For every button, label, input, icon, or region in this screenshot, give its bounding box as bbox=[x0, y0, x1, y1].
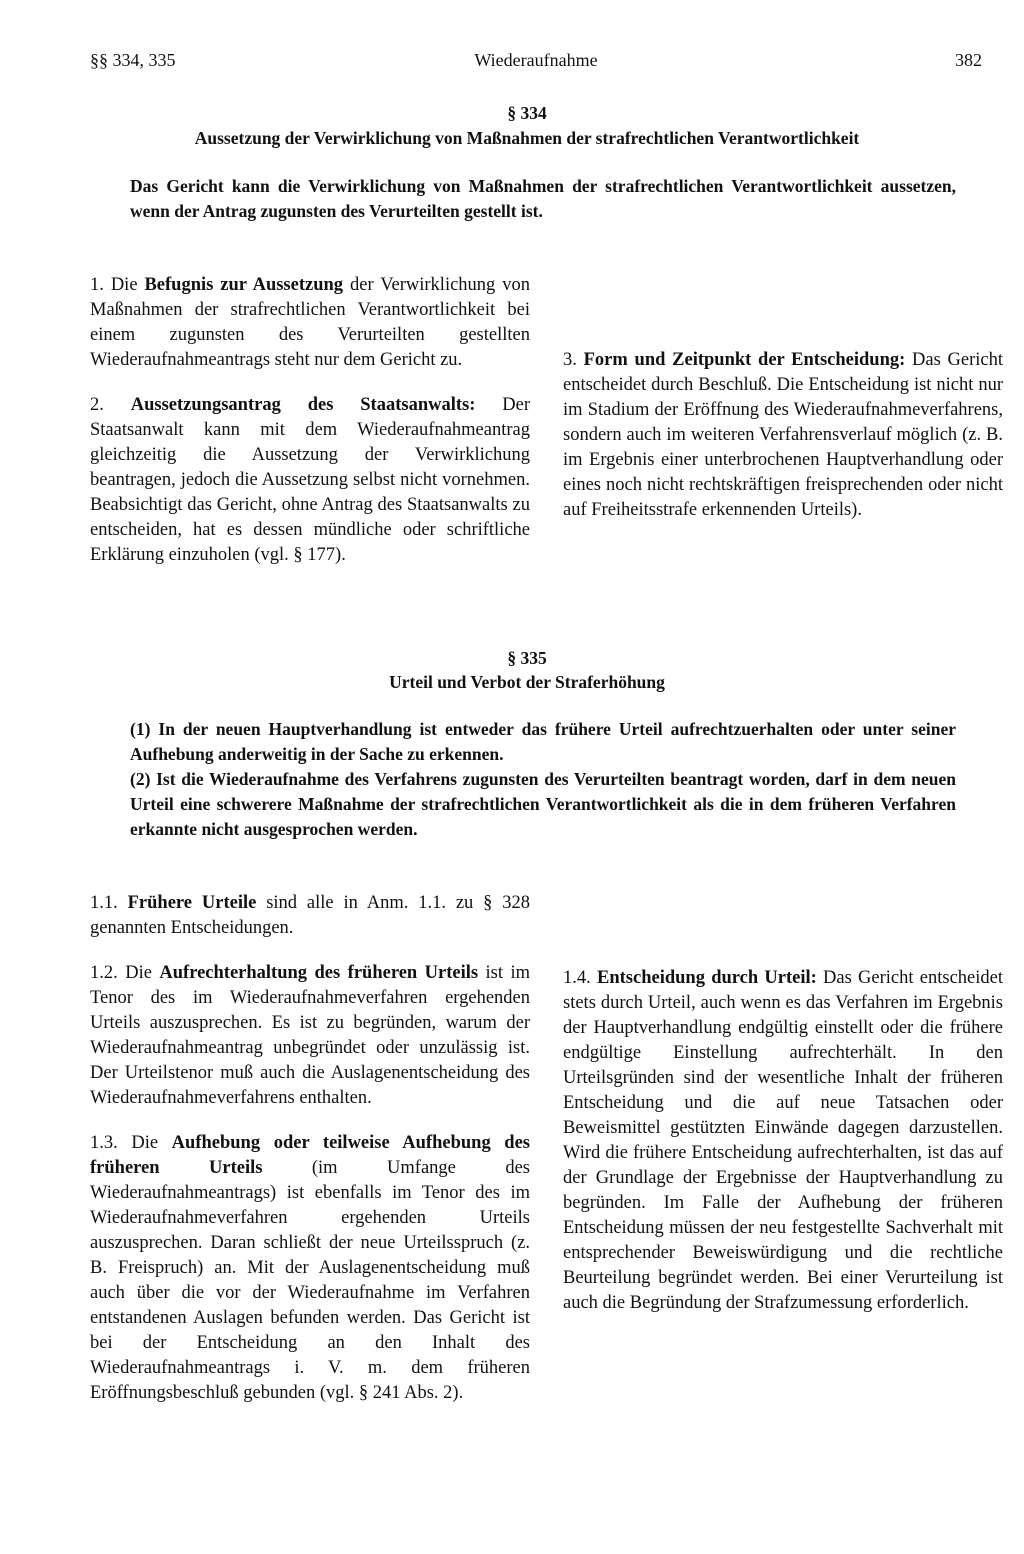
statute-paragraph-1: (1) In der neuen Hauptverhandlung ist entweder das frühere Urteil aufrechtzuerhalten oder unter seiner Aufhebung anderweitig in der Sache zu erkennen. bbox=[130, 719, 956, 764]
note-keyword: Befugnis zur Aussetzung bbox=[144, 275, 344, 295]
statute-text: Das Gericht kann die Verwirklichung von Maßnahmen der strafrechtlichen Verantwortlichkeit aussetzen, wenn der Antrag zugunsten des Verurteilten gestellt ist. bbox=[130, 176, 956, 221]
note-keyword: Aussetzungsantrag des Staatsanwalts: bbox=[130, 395, 476, 415]
section-335-statute bbox=[130, 717, 956, 842]
section-335-number: § 335 bbox=[507, 648, 547, 668]
section-334-number: § 334 bbox=[507, 103, 547, 123]
note-paragraph: 1.2. Die Aufrechterhaltung des früheren Urteils ist im Tenor des im Wiederaufnahmeverfahren ergehenden Urteils auszusprechen. Es ist zu begründen, warum der Wiederaufnahmeantrag unbegründet oder unzulässig ist. Der Urteilstenor muß auch die Auslagenentscheidung des Wiederaufnahmeverfahrens enthalten. bbox=[90, 963, 531, 1108]
note-keyword: Aufhebung oder teilweise Aufhebung des früheren Urteils bbox=[90, 1133, 530, 1178]
note-keyword: Aufrechterhaltung des früheren Urteils bbox=[159, 963, 479, 983]
note-paragraph: 3. Form und Zeitpunkt der Entscheidung: Das Gericht entscheidet durch Beschluß. Die Entscheidung ist nicht nur im Stadium der Eröffnung des Wiederaufnahmeverfahrens, sondern auch im weiteren Verfahrensverlauf möglich (z. B. im Ergebnis einer unterbrochenen Hauptverhandlung oder eines noch nicht rechtskräftigen freisprechenden oder nicht auf Freiheitsstrafe erkennenden Urteils). bbox=[563, 350, 1004, 520]
section-335-notes-left bbox=[90, 891, 530, 1426]
section-335-title: Urteil und Verbot der Straferhöhung bbox=[389, 672, 665, 692]
page-number: 382 bbox=[955, 50, 982, 70]
note-paragraph: 1.4. Entscheidung durch Urteil: Das Gericht entscheidet stets durch Urteil, auch wenn es das Verfahren im Ergebnis der Hauptverhandlung endgültig einstellt oder die frühere endgültige Einstellung aufrechterhält. In den Urteilsgründen sind der wesentliche Inhalt der früheren Entscheidung und die auf neue Tatsachen oder Beweismittel gestützten Einwände dagegen darzustellen. Wird die frühere Entscheidung aufrechterhalten, ist das auf der Grundlage der Ergebnisse der Hauptverhandlung zu begründen. Im Falle der Aufhebung der früheren Entscheidung müssen der neu festgestellte Sachverhalt mit entsprechender Beweiswürdigung und die rechtliche Beurteilung begründet werden. Bei einer Verurteilung ist auch die Begründung der Strafzumessung erforderlich. bbox=[563, 968, 1003, 1313]
note-paragraph: 1.3. Die Aufhebung oder teilweise Aufhebung des früheren Urteils (im Umfange des Wiederaufnahmeantrags) ist ebenfalls im Tenor des im Wiederaufnahmeverfahren ergehenden Urteils auszusprechen. Daran schließt der neue Urteilsspruch (z. B. Freispruch) an. Mit der Auslagenentscheidung muß auch über die vor der Wiederaufnahme im Verfahren entstandenen Auslagen befunden werden. Das Gericht ist bei der Entscheidung an den Inhalt des Wiederaufnahmeantrags i. V. m. dem früheren Eröffnungsbeschluß gebunden (vgl. § 241 Abs. 2). bbox=[90, 1133, 530, 1403]
section-334-notes-right bbox=[563, 348, 1003, 543]
running-head bbox=[90, 50, 982, 78]
note-keyword: Entscheidung durch Urteil: bbox=[597, 968, 817, 988]
header-section-range: §§ 334, 335 bbox=[90, 50, 176, 70]
note-keyword: Form und Zeitpunkt der Entscheidung: bbox=[583, 350, 906, 370]
header-title: Wiederaufnahme bbox=[474, 50, 598, 70]
note-paragraph: 1. Die Befugnis zur Aussetzung der Verwirklichung von Maßnahmen der strafrechtlichen Verantwortlichkeit bei einem zugunsten des Verurteilten gestellten Wiederaufnahmeantrags steht nur dem Gericht zu. bbox=[90, 275, 530, 370]
section-335-notes-right bbox=[563, 966, 1003, 1336]
statute-paragraph-2: (2) Ist die Wiederaufnahme des Verfahrens zugunsten des Verurteilten beantragt worden, darf in dem neuen Urteil eine schwerere Maßnahme der strafrechtlichen Verantwortlichkeit als die in dem früheren Verfahren erkannte nicht ausgesprochen werden. bbox=[130, 769, 956, 839]
section-334-notes-left bbox=[90, 273, 530, 588]
section-334-statute bbox=[130, 174, 956, 224]
note-keyword: Frühere Urteile bbox=[127, 893, 257, 913]
section-334-title: Aussetzung der Verwirklichung von Maßnahmen der strafrechtlichen Verantwortlichkeit bbox=[194, 128, 860, 148]
note-paragraph: 2. Aussetzungsantrag des Staatsanwalts: Der Staatsanwalt kann mit dem Wiederaufnahmeantrag gleichzeitig die Aussetzung der Verwirklichung beantragen, jedoch die Aussetzung selbst nicht vornehmen. Beabsichtigt das Gericht, ohne Antrag des Staatsanwalts zu entscheiden, hat es dessen mündliche oder schriftliche Erklärung einzuholen (vgl. § 177). bbox=[90, 395, 530, 565]
note-paragraph: 1.1. Frühere Urteile sind alle in Anm. 1.1. zu § 328 genannten Entscheidungen. bbox=[90, 893, 531, 938]
